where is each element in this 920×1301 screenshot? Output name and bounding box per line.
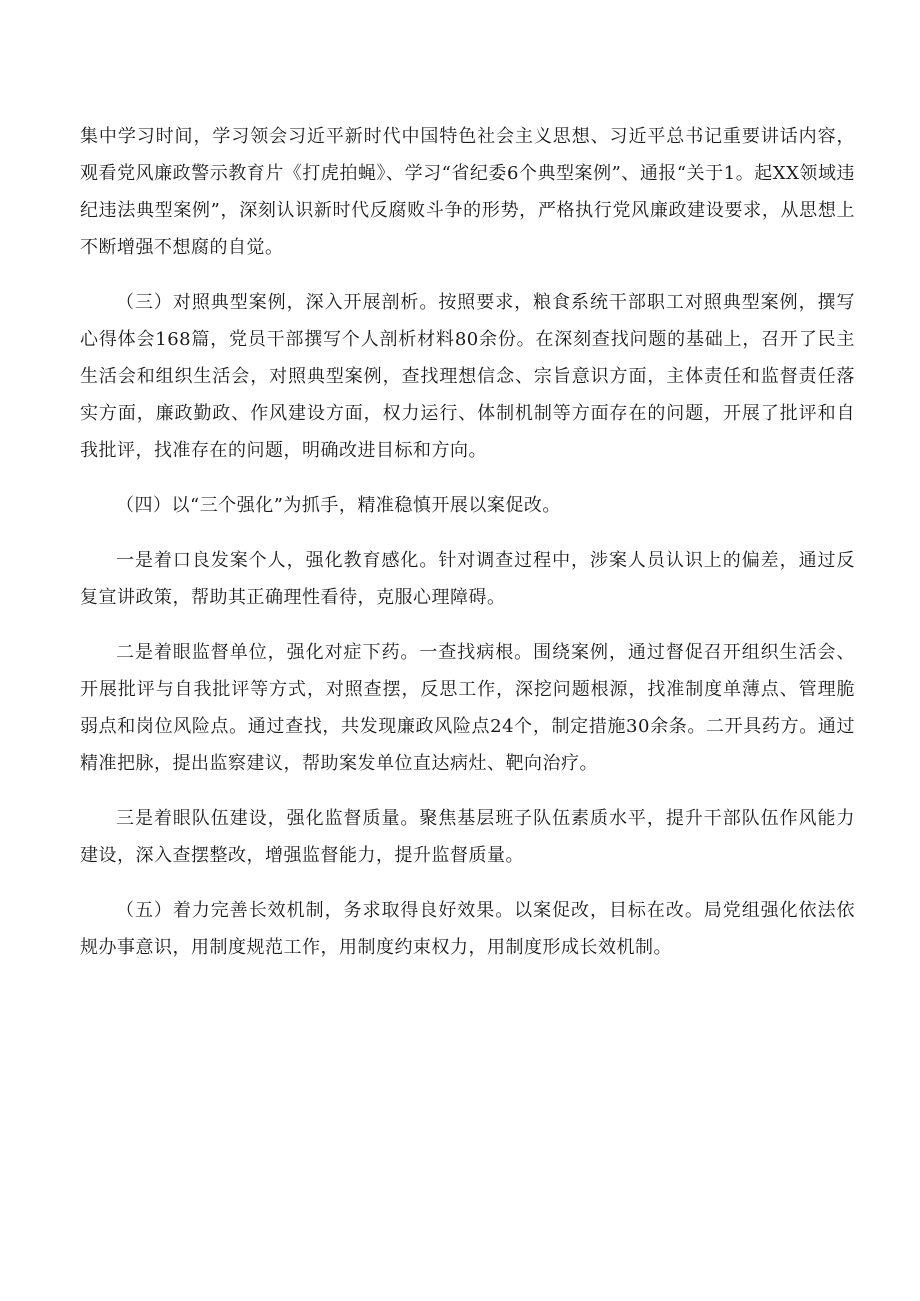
paragraph-section-4: （四）以“三个强化”为抓手，精准稳慎开展以案促改。	[116, 495, 561, 516]
paragraph-section-5: （五）着力完善长效机制，务求取得良好效果。以案促改，目标在改。局党组强化依法依规办事意识，用制度规范工作，用制度约束权力，用制度形成长效机制。	[80, 900, 855, 958]
paragraph-item-1: 一是着口良发案个人，强化教育感化。针对调查过程中，涉案人员认识上的偏差，通过反复宣讲政策，帮助其正确理性看待，克服心理障碍。	[80, 550, 855, 608]
paragraph-section-3: （三）对照典型案例，深入开展剖析。按照要求，粮食系统干部职工对照典型案例，撰写心得体会168篇，党员干部撰写个人剖析材料80余份。在深刻查找问题的基础上，召开了民主生活会和组织生活会，对照典型案例，查找理想信念、宗旨意识方面，主体责任和监督责任落实方面，廉政勤政、作风建设方面，权力运行、体制机制等方面存在的问题，开展了批评和自我批评，找准存在的问题，明确改进目标和方向。	[80, 292, 855, 461]
document-page	[80, 118, 855, 984]
paragraph-item-3: 三是着眼队伍建设，强化监督质量。聚焦基层班子队伍素质水平，提升干部队伍作风能力建设，深入查摆整改，增强监督能力，提升监督质量。	[80, 808, 855, 866]
paragraph-study-time: 集中学习时间，学习领会习近平新时代中国特色社会主义思想、习近平总书记重要讲话内容，观看党风廉政警示教育片《打虎拍蝇》、学习“省纪委6个典型案例”、通报“关于1。起XX领域违纪违法典型案例”，深刻认识新时代反腐败斗争的形势，严格执行党风廉政建设要求，从思想上不断增强不想腐的自觉。	[80, 126, 855, 258]
paragraph-item-2: 二是着眼监督单位，强化对症下药。一查找病根。围绕案例，通过督促召开组织生活会、开展批评与自我批评等方式，对照查摆，反思工作，深挖问题根源，找准制度单薄点、管理脆弱点和岗位风险点。通过查找，共发现廉政风险点24个，制定措施30余条。二开具药方。通过精准把脉，提出监察建议，帮助案发单位直达病灶、靶向治疗。	[80, 642, 855, 774]
